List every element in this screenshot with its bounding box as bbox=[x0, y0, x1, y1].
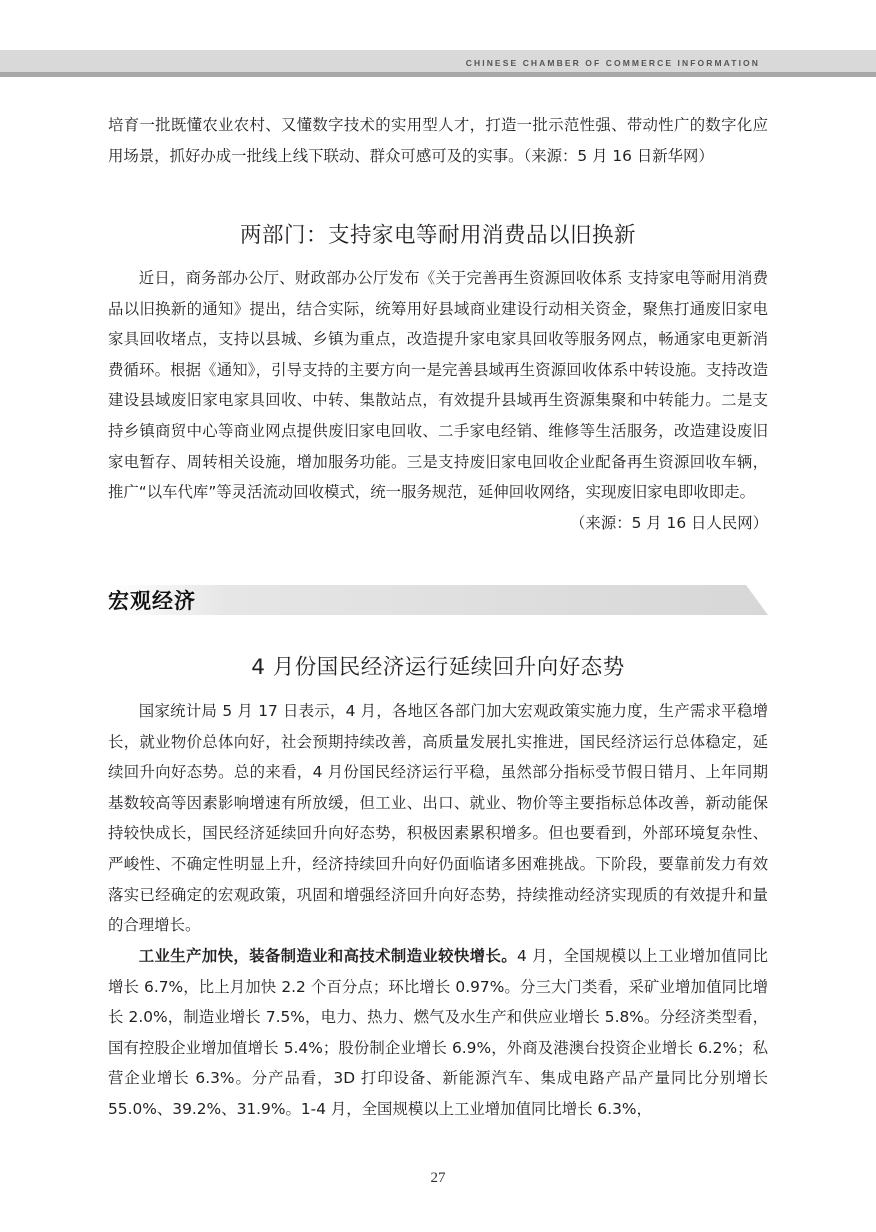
header-publication-name: CHINESE CHAMBER OF COMMERCE INFORMATION bbox=[465, 58, 760, 68]
section-bar bbox=[108, 585, 768, 615]
page-number: 27 bbox=[430, 1170, 446, 1186]
article2-paragraph-2 bbox=[108, 941, 768, 1125]
article1-title: 两部门：支持家电等耐用消费品以旧换新 bbox=[239, 223, 636, 248]
article2-title: 4 月份国民经济运行延续回升向好态势 bbox=[251, 655, 625, 680]
article1-body bbox=[108, 263, 768, 538]
section-title: 宏观经济 bbox=[108, 588, 196, 613]
article2-paragraph-2-lead: 工业生产加快，装备制造业和高技术制造业较快增长。 bbox=[138, 947, 517, 965]
article1-source: （来源：5 月 16 日人民网） bbox=[570, 513, 768, 532]
header-band bbox=[0, 50, 876, 77]
intro-paragraph: 培育一批既懂农业农村、又懂数字技术的实用型人才，打造一批示范性强、带动性广的数字化应用场景，抓好办成一批线上线下联动、群众可感可及的实事。（来源：5 月 16 日新华网） bbox=[108, 116, 768, 165]
article2-paragraph-2-text: 4 月，全国规模以上工业增加值同比增长 6.7%，比上月加快 2.2 个百分点；环比增长 0.97%。分三大门类看，采矿业增加值同比增长 2.0%，制造业增长 7.5%，电力、热力、燃气及水生产和供应业增长 5.8%。分经济类型看，国有控股企业增加值增长 5.4%；股份制企业增长 6.9%，外商及港澳台投资企业增长 6.2%；私营企业增长 6.3%。分产品看，3D 打印设备、新能源汽车、集成电路产品产量同比分别增长 55.0%、39.2%、31.9%。1-4 月，全国规模以上工业增加值同比增长 6.3%， bbox=[108, 947, 768, 1118]
article2-paragraph-1: 国家统计局 5 月 17 日表示，4 月，各地区各部门加大宏观政策实施力度，生产需求平稳增长，就业物价总体向好，社会预期持续改善，高质量发展扎实推进，国民经济运行总体稳定，延续回升向好态势。总的来看，4 月份国民经济运行平稳，虽然部分指标受节假日错月、上年同期基数较高等因素影响增速有所放缓，但工业、出口、就业、物价等主要指标总体改善，新动能保持较快成长，国民经济延续回升向好态势，积极因素累积增多。但也要看到，外部环境复杂性、严峻性、不确定性明显上升，经济持续回升向好仍面临诸多困难挑战。下阶段，要靠前发力有效落实已经确定的宏观政策，巩固和增强经济回升向好态势，持续推动经济实现质的有效提升和量的合理增长。 bbox=[108, 702, 768, 935]
article1-body-text: 近日，商务部办公厅、财政部办公厅发布《关于完善再生资源回收体系 支持家电等耐用消费品以旧换新的通知》提出，结合实际，统筹用好县域商业建设行动相关资金，聚焦打通废旧家电家具回收堵点，支持以县城、乡镇为重点，改造提升家电家具回收等服务网点，畅通家电更新消费循环。根据《通知》，引导支持的主要方向一是完善县域再生资源回收体系中转设施。支持改造建设县域废旧家电家具回收、中转、集散站点，有效提升县域再生资源集聚和中转能力。二是支持乡镇商贸中心等商业网点提供废旧家电回收、二手家电经销、维修等生活服务，改造建设废旧家电暂存、周转相关设施，增加服务功能。三是支持废旧家电回收企业配备再生资源回收车辆，推广“以车代库”等灵活流动回收模式，统一服务规范，延伸回收网络，实现废旧家电即收即走。 bbox=[108, 269, 768, 502]
